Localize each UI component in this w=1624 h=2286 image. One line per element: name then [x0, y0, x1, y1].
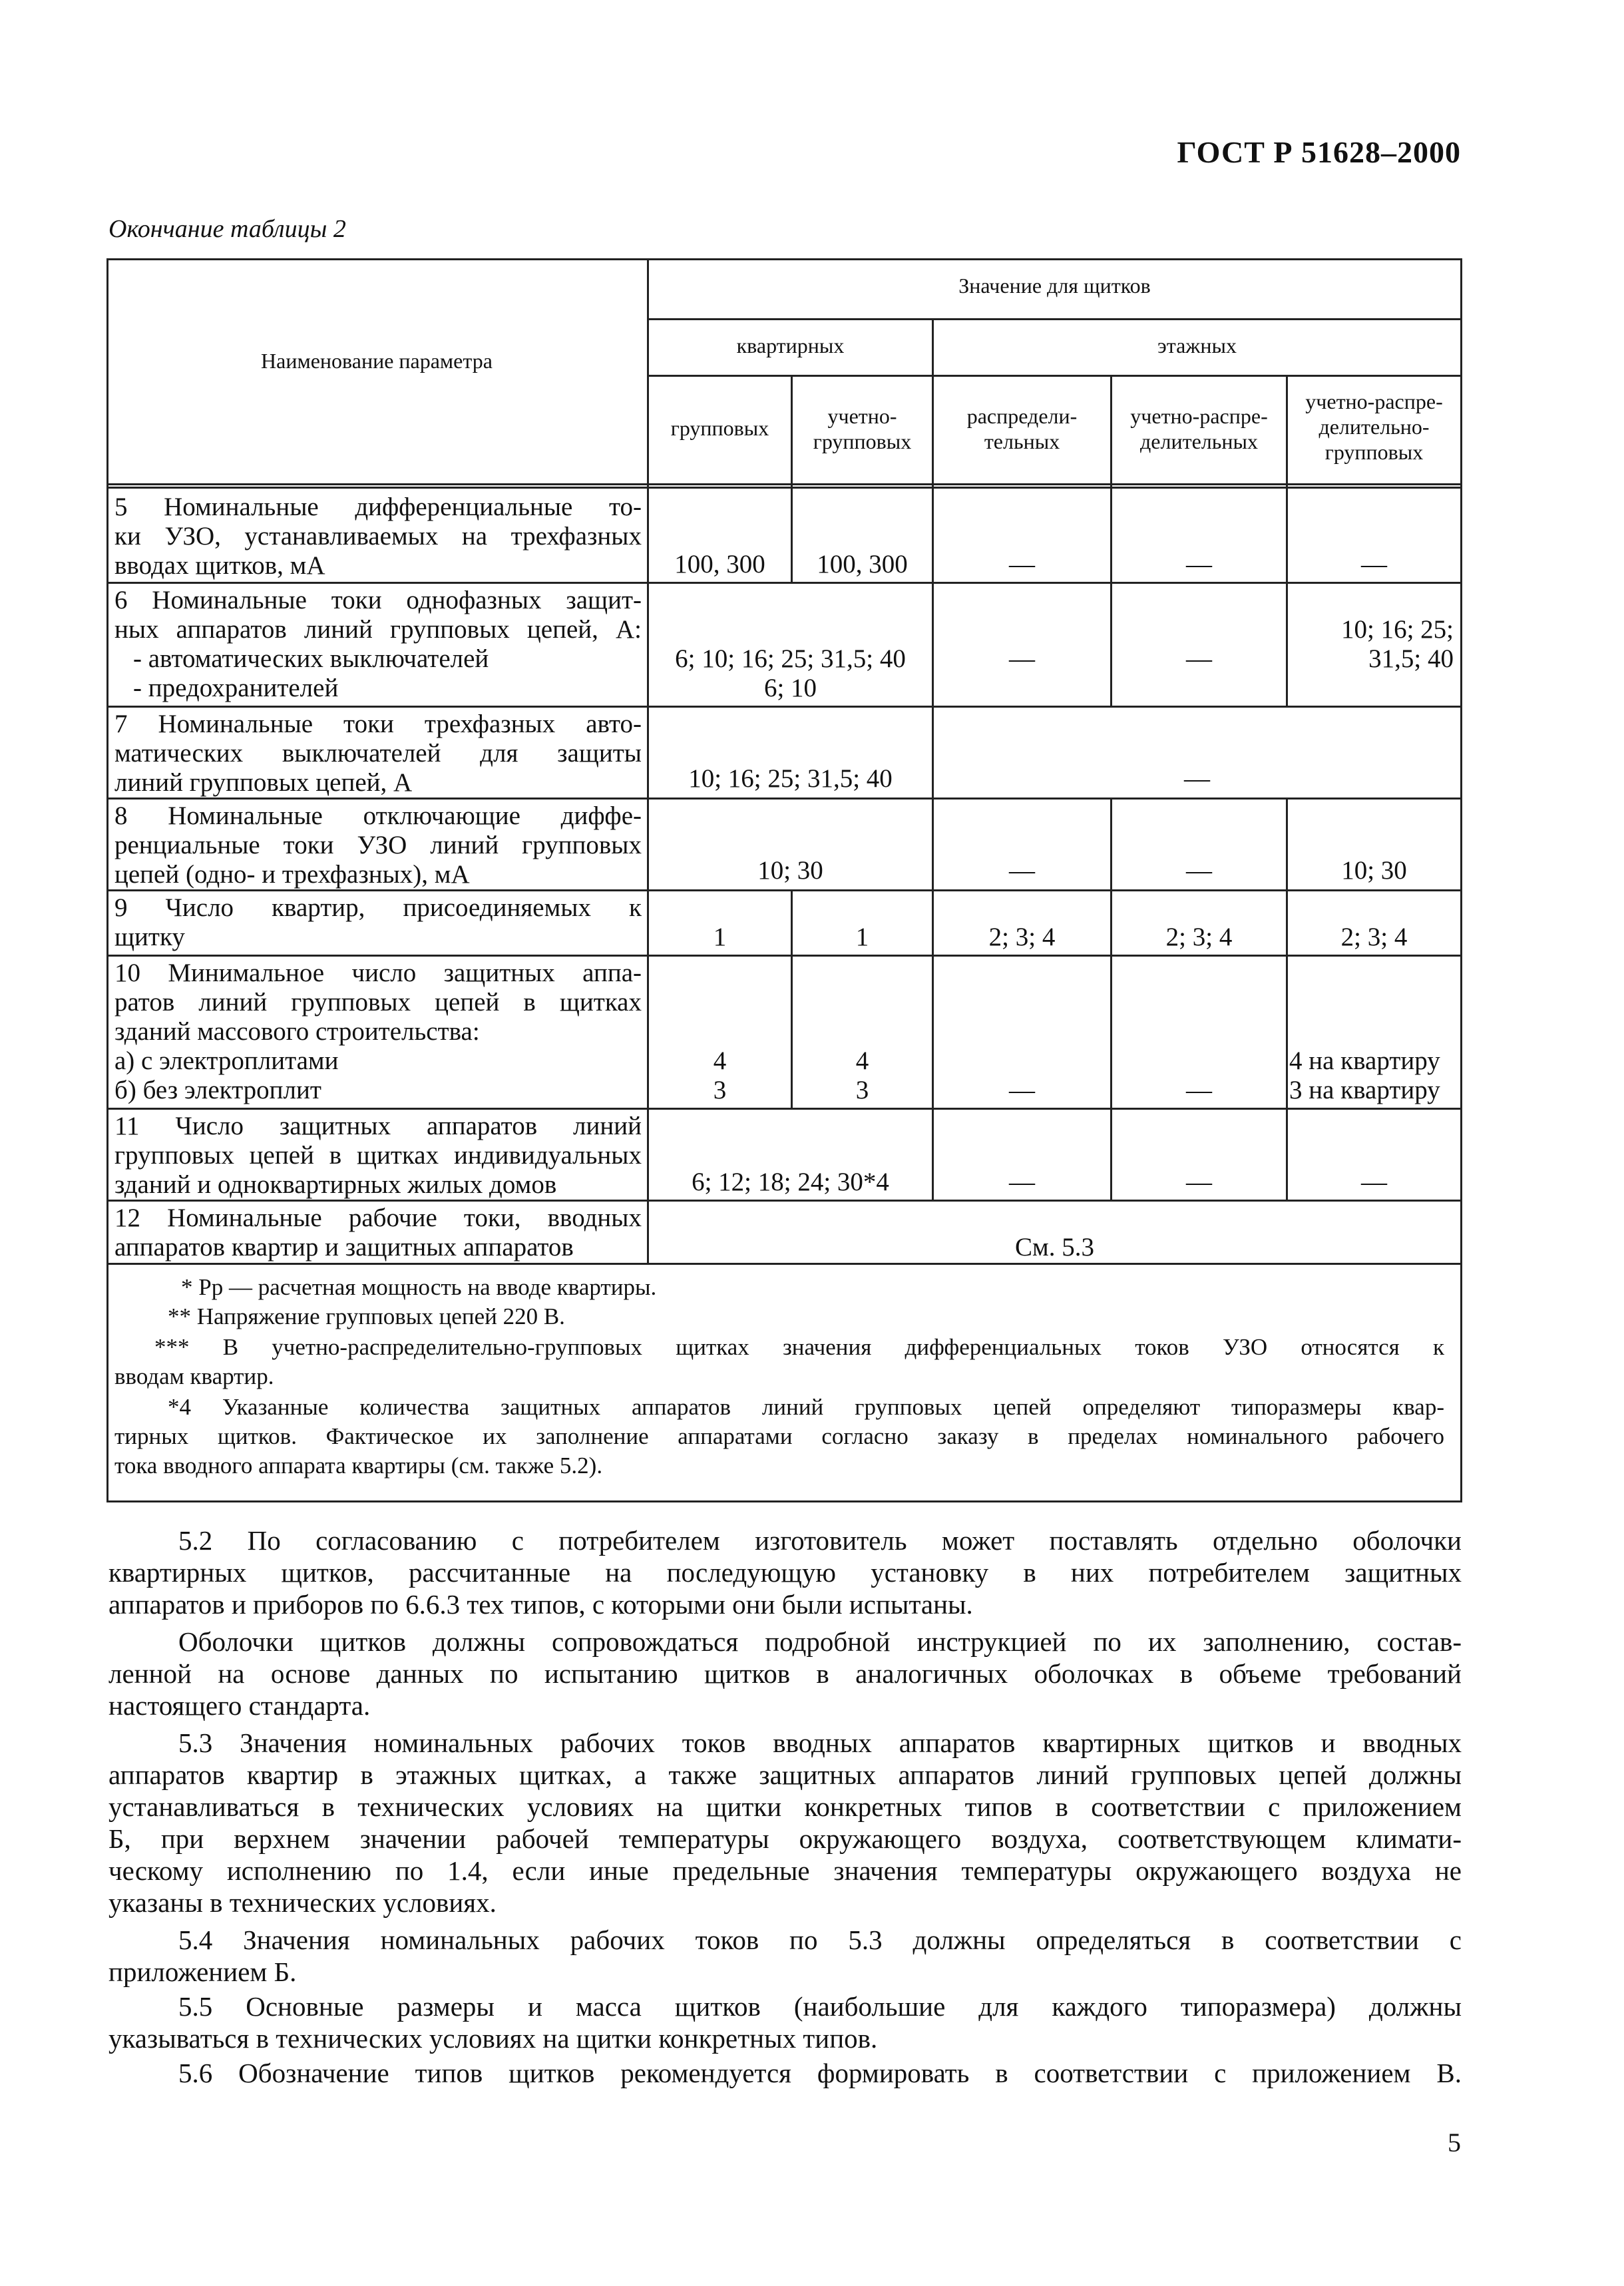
header-text: учетно-распре- [1305, 389, 1443, 413]
row-12-param [114, 1204, 642, 1262]
param-line: линий групповых цепей, А [114, 768, 413, 797]
text-line: устанавливаться в технических условиях на щитки конкретных типов в соответствии с приложением [108, 1791, 1462, 1822]
row-6-param [114, 586, 642, 703]
row-11-param [114, 1112, 642, 1200]
row-10-v5 [1289, 1046, 1460, 1105]
row-10-v2 [793, 1046, 932, 1105]
param-line: зданий и одноквартирных жилых домов [114, 1170, 557, 1199]
text-line: аппаратов квартир в этажных щитках, а также защитных аппаратов линий групповых цепей должны [108, 1759, 1462, 1790]
header-text: делительно- [1319, 415, 1430, 439]
paragraph-5-6 [108, 2057, 1462, 2089]
row-9-v3: 2; 3; 4 [988, 923, 1056, 951]
param-line: 5 Номинальные дифференциальные то- [114, 493, 642, 521]
row-10-v1 [649, 1046, 791, 1105]
param-line: аппаратов квартир и защитных аппаратов [114, 1233, 574, 1261]
note-4-cont: тирных щитков. Фактическое их заполнение аппаратами согласно заказу в пределах номинального рабочего [114, 1423, 1444, 1449]
header-floor: этажных [1157, 334, 1237, 357]
row-9-v5: 2; 3; 4 [1340, 923, 1408, 951]
row-10-param [114, 959, 642, 1105]
row-8-v3: — [1009, 856, 1035, 885]
text-line: приложением Б. [108, 1956, 297, 1987]
param-line: ренциальные токи УЗО линий групповых [114, 831, 642, 859]
note-4: *4 Указанные количества защитных аппаратов линий групповых цепей определяют типоразмеры квар- [168, 1394, 1444, 1420]
row-9-v1: 1 [713, 923, 727, 951]
row-5-v4: — [1186, 550, 1212, 578]
param-line: 11 Число защитных аппаратов линий [114, 1112, 642, 1140]
value-line: 4 на квартиру [1289, 1046, 1440, 1075]
text-line: указаны в технических условиях. [108, 1887, 497, 1918]
row-5-v3: — [1009, 550, 1035, 578]
param-line: б) без электроплит [114, 1076, 321, 1104]
param-line: цепей (одно- и трехфазных), мА [114, 860, 470, 889]
header-value-for: Значение для щитков [958, 274, 1151, 298]
paragraph-5-3 [108, 1727, 1462, 1919]
value-line: 3 [855, 1076, 869, 1104]
row-11-v12: 6; 12; 18; 24; 30*4 [692, 1168, 889, 1196]
header-text: учетно-распре- [1130, 404, 1268, 428]
param-line: 8 Номинальные отключающие диффе- [114, 801, 642, 830]
row-9-v2: 1 [855, 923, 869, 951]
text-line: настоящего стандарта. [108, 1690, 371, 1721]
note-3: *** В учетно-распределительно-групповых щитках значения дифференциальных токов УЗО относятся к [154, 1334, 1444, 1360]
text-line: Б, при верхнем значении рабочей температуры окружающего воздуха, соответствующем климати- [108, 1823, 1462, 1854]
text-line: Оболочки щитков должны сопровождаться подробной инструкцией по их заполнению, состав- [178, 1626, 1462, 1657]
standard-code: ГОСТ Р 51628–2000 [1177, 135, 1461, 169]
row-7-param [114, 710, 642, 798]
note-4-end: тока вводного аппарата квартиры (см. также 5.2). [114, 1453, 603, 1479]
row-6-v4: — [1186, 644, 1212, 673]
row-8-param [114, 801, 642, 889]
header-metering-distribution-group [1288, 389, 1460, 465]
row-8-v12: 10; 30 [757, 856, 823, 885]
row-5-v2: 100, 300 [817, 550, 908, 578]
header-param: Наименование параметра [261, 349, 493, 373]
header-text: групповых [813, 429, 912, 453]
header-text: учетно- [827, 404, 897, 428]
param-line: вводах щитков, мА [114, 551, 325, 580]
page-number: 5 [1448, 2128, 1461, 2158]
param-line: групповых цепей в щитках индивидуальных [114, 1141, 642, 1170]
table-caption: Окончание таблицы 2 [108, 215, 346, 243]
header-text: распредели- [966, 404, 1078, 428]
row-8-v5: 10; 30 [1341, 856, 1407, 885]
text-line: 5.3 Значения номинальных рабочих токов вводных аппаратов квартирных щитков и вводных [178, 1727, 1462, 1758]
value-line: 31,5; 40 [1368, 644, 1454, 673]
row-9-v4: 2; 3; 4 [1165, 923, 1233, 951]
row-7-v345: — [1184, 764, 1210, 793]
row-8-v4: — [1186, 856, 1212, 885]
param-line: ратов линий групповых цепей в щитках [114, 988, 642, 1017]
row-6-v3: — [1009, 644, 1035, 673]
text-line: 5.4 Значения номинальных рабочих токов по 5.3 должны определяться в соответствии с [178, 1925, 1462, 1955]
text-line: ческому исполнению по 1.4, если иные предельные значения температуры окружающего воздуха не [108, 1855, 1462, 1886]
paragraph-5-4 [108, 1924, 1462, 1988]
value-line: 10; 16; 25; [1340, 615, 1454, 644]
text-line: квартирных щитков, рассчитанные на последующую установку в них потребителем защитных [108, 1557, 1462, 1588]
header-metering-distribution [1112, 403, 1286, 454]
note-2: ** Напряжение групповых цепей 220 В. [168, 1303, 565, 1329]
param-line: а) с электроплитами [114, 1046, 339, 1075]
header-metering-group [793, 403, 932, 454]
row-7-v12: 10; 16; 25; 31,5; 40 [688, 764, 893, 793]
text-line: ленной на основе данных по испытанию щитков в аналогичных оболочках в объеме требований [108, 1658, 1462, 1689]
value-line: 3 на квартиру [1289, 1076, 1440, 1104]
header-distribution [934, 403, 1110, 454]
text-line: 5.5 Основные размеры и масса щитков (наибольшие для каждого типоразмера) должны [178, 1991, 1462, 2022]
param-line: 7 Номинальные токи трехфазных авто- [114, 710, 642, 738]
param-line: ных аппаратов линий групповых цепей, А: [114, 615, 642, 644]
row-11-v3: — [1009, 1168, 1035, 1196]
row-6-v5 [1288, 615, 1454, 674]
row-11-v5: — [1361, 1168, 1387, 1196]
header-group: групповых [670, 416, 769, 440]
paragraph-5-2 [108, 1524, 1462, 1620]
text-line: 5.2 По согласованию с потребителем изготовитель может поставлять отдельно оболочки [178, 1525, 1462, 1556]
text-line: 5.6 Обозначение типов щитков рекомендуется формировать в соответствии с приложением В. [178, 2058, 1462, 2088]
param-line: щитку [114, 923, 185, 951]
row-12-v: См. 5.3 [1015, 1233, 1094, 1261]
note-3-cont: вводам квартир. [114, 1363, 274, 1389]
row-5-v1: 100, 300 [674, 550, 765, 578]
param-line: 6 Номинальные токи однофазных защит- [114, 586, 642, 614]
paragraph-5-5 [108, 1990, 1462, 2054]
header-apartment: квартирных [736, 334, 845, 357]
row-10-v4: — [1186, 1076, 1212, 1104]
row-10-v3: — [1009, 1076, 1035, 1104]
note-1: * Pр — расчетная мощность на вводе квартиры. [181, 1274, 657, 1300]
value-line: 6; 10; 16; 25; 31,5; 40 [675, 644, 906, 673]
row-6-v12 [649, 644, 932, 703]
header-text: делительных [1140, 429, 1258, 453]
param-line: - автоматических выключателей [133, 644, 489, 673]
param-line: 12 Номинальные рабочие токи, вводных [114, 1204, 642, 1232]
text-line: указываться в технических условиях на щитки конкретных типов. [108, 2023, 878, 2054]
param-line: - предохранителей [133, 674, 339, 702]
param-line: зданий массового строительства: [114, 1017, 480, 1046]
value-line: 4 [713, 1046, 727, 1075]
param-line: матических выключателей для защиты [114, 739, 642, 768]
row-5-param [114, 493, 642, 580]
paragraph-5-2-enclosures [108, 1626, 1462, 1721]
header-text: групповых [1324, 440, 1424, 464]
value-line: 4 [855, 1046, 869, 1075]
param-line: 10 Минимальное число защитных аппа- [114, 959, 642, 987]
param-line: 9 Число квартир, присоединяемых к [114, 893, 642, 922]
param-line: ки УЗО, устанавливаемых на трехфазных [114, 522, 642, 551]
row-11-v4: — [1186, 1168, 1212, 1196]
text-line: аппаратов и приборов по 6.6.3 тех типов, с которыми они были испытаны. [108, 1589, 973, 1620]
header-text: тельных [984, 429, 1060, 453]
value-line: 3 [713, 1076, 727, 1104]
row-5-v5: — [1361, 550, 1387, 578]
row-9-param [114, 893, 642, 952]
value-line: 6; 10 [763, 674, 817, 702]
